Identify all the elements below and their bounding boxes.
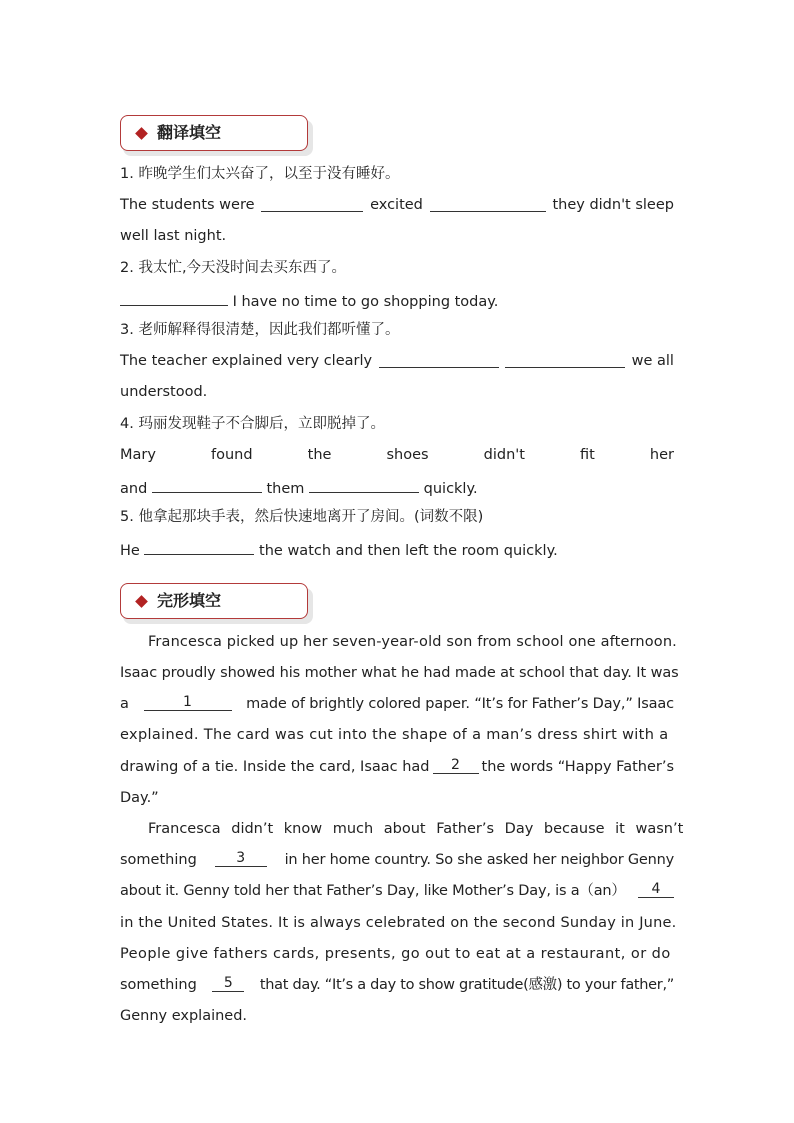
cloze-line-12: something 5 that day. “It’s a day to show gratitude(感激) to your father,” [120,975,674,993]
cloze-line-4: explained. The card was cut into the shape of a man’s dress shirt with a [120,727,669,743]
cloze-blank-4[interactable]: 4 [638,881,674,898]
diamond-icon [135,595,148,608]
q2-chinese: 2. 我太忙,今天没时间去买东西了。 [120,260,347,276]
section-header-translation [120,115,308,151]
section-title: 翻译填空 [157,123,222,142]
q4-english-cont: and them quickly. [120,476,674,499]
q2-english: I have no time to go shopping today. [120,289,674,312]
cloze-line-9: about it. Genny told her that Father’s Day, like Mother’s Day, is a（an） 4 [120,881,674,901]
q5-english: He the watch and then left the room quickly. [120,538,674,561]
cloze-line-13: Genny explained. [120,1008,248,1024]
cloze-line-3: a 1 made of brightly colored paper. “It’s for Father’s Day,” Isaac [120,694,674,712]
diamond-icon [135,127,148,140]
answer-blank[interactable] [144,538,254,555]
answer-blank[interactable] [152,476,262,493]
cloze-blank-1[interactable]: 1 [144,694,232,711]
cloze-line-7: Francesca didn’t know much about Father’s Day because it wasn’t [148,821,684,837]
cloze-line-6: Day.” [120,790,159,806]
q1-chinese: 1. 昨晚学生们太兴奋了，以至于没有睡好。 [120,166,400,182]
cloze-blank-2[interactable]: 2 [433,757,479,774]
cloze-line-10: in the United States. It is always celebrated on the second Sunday in June. [120,915,677,931]
answer-blank[interactable] [309,476,419,493]
answer-blank[interactable] [261,195,363,212]
q1-english: The students were excited they didn't sleep [120,197,674,213]
cloze-line-1: Francesca picked up her seven-year-old son from school one afternoon. [148,634,677,650]
answer-blank[interactable] [430,195,546,212]
cloze-line-11: People give fathers cards, presents, go out to eat at a restaurant, or do [120,946,671,962]
section-title: 完形填空 [157,591,222,610]
q3-chinese: 3. 老师解释得很清楚，因此我们都听懂了。 [120,322,400,338]
q5-chinese: 5. 他拿起那块手表，然后快速地离开了房间。(词数不限) [120,509,484,525]
answer-blank[interactable] [505,351,625,368]
cloze-line-8: something 3 in her home country. So she asked her neighbor Genny [120,850,674,868]
cloze-line-5: drawing of a tie. Inside the card, Isaac had 2 the words “Happy Father’s [120,757,674,775]
section-header-cloze [120,583,308,619]
q1-english-cont: well last night. [120,228,227,244]
cloze-line-2: Isaac proudly showed his mother what he had made at school that day. It was [120,665,679,681]
q3-english-cont: understood. [120,384,208,400]
answer-blank[interactable] [120,289,228,306]
cloze-blank-3[interactable]: 3 [215,850,267,867]
cloze-blank-5[interactable]: 5 [212,975,244,992]
q4-chinese: 4. 玛丽发现鞋子不合脚后，立即脱掉了。 [120,416,385,432]
q3-english: The teacher explained very clearly we all [120,353,674,369]
answer-blank[interactable] [379,351,499,368]
q4-english: Mary found the shoes didn't fit her [120,447,674,463]
